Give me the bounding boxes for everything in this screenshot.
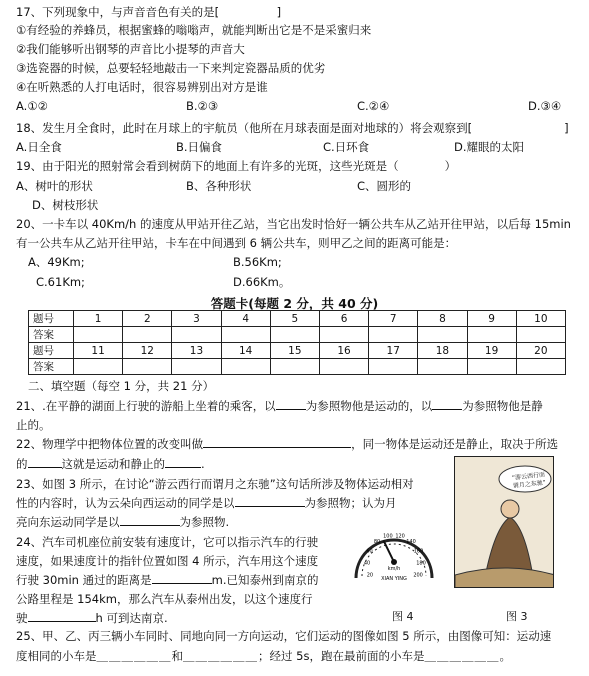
answer-card-num: 14 (221, 343, 270, 359)
q24-line-1: 24、汽车司机座位前安装有速度计，它可以指示汽车的行驶 (16, 535, 319, 549)
q25-blank-3[interactable]: ＿＿＿＿＿＿ (424, 649, 500, 663)
q23-line-1: 23、如图 3 所示，在讨论“游云西行而谓月之东驰”这句话所涉及物体运动相对 (16, 477, 414, 491)
q24-text-d: h 可到达南京. (95, 611, 168, 625)
answer-card-num: 1 (74, 311, 123, 327)
answer-card-row-numbers-2 (29, 343, 566, 359)
q25-line-1: 25、甲、乙、丙三辆小车同时、同地向同一方向运动，它们运动的图像如图 5 所示，由图像可知：运动速 (16, 629, 552, 643)
speedometer-tick-label: 80 (373, 539, 381, 545)
row-label-question: 题号 (29, 311, 74, 327)
q18-option-b: B.日偏食 (176, 140, 223, 154)
q19-stem: 19、由于阳光的照射常会看到树荫下的地面上有许多的光斑，这些光斑是（ ） (16, 159, 457, 173)
speedometer-tick-label: 200 (413, 572, 423, 579)
q22-blank-2[interactable] (28, 456, 62, 468)
answer-cell[interactable] (369, 359, 418, 375)
q17-option-a: A.①② (16, 99, 48, 113)
q17-statement-4: ④在听熟悉的人打电话时，很容易辨别出对方是谁 (16, 80, 268, 94)
answer-card-num: 11 (74, 343, 123, 359)
answer-card-num: 5 (270, 311, 319, 327)
answer-card-num: 20 (516, 343, 565, 359)
speedometer-hub (391, 559, 397, 565)
q25-text-c: ；经过 5s，跑在最前面的小车是 (258, 649, 425, 663)
answer-card-row-numbers-1 (29, 311, 566, 327)
q21-text-b: 为参照物他是运动的，以 (305, 399, 433, 413)
answer-cell[interactable] (467, 359, 516, 375)
answer-cell[interactable] (74, 359, 123, 375)
answer-card-num: 2 (123, 311, 172, 327)
answer-cell[interactable] (516, 327, 565, 343)
q23-text-d: 为参照物. (179, 515, 230, 529)
answer-card-num: 12 (123, 343, 172, 359)
q25-blank-1[interactable]: ＿＿＿＿＿＿ (96, 649, 172, 663)
q25-blank-2[interactable]: ＿＿＿＿＿＿ (183, 649, 258, 663)
answer-card-num: 6 (319, 311, 368, 327)
q22-line-1 (16, 436, 558, 452)
q17-statement-1: ①有经验的养蜂员，根据蜜蜂的嗡嗡声，就能判断出它是不是采蜜归来 (16, 23, 372, 37)
answer-cell[interactable] (319, 359, 368, 375)
q21-blank-1[interactable] (276, 398, 306, 410)
row-label-answer: 答案 (29, 327, 74, 343)
figure-3-caption: 图 3 (506, 610, 528, 623)
figure-4-caption: 图 4 (392, 610, 414, 623)
speedometer-tick-label: 60 (366, 548, 373, 555)
answer-card-num: 4 (221, 311, 270, 327)
speedometer-needle (384, 540, 395, 562)
q24-line-3 (16, 572, 319, 588)
answer-card-num: 3 (172, 311, 221, 327)
answer-card-num: 8 (418, 311, 467, 327)
q22-text-b: ，同一物体是运动还是静止，取决于所选 (351, 437, 559, 451)
q21-text-c: 为参照物他是静 (462, 399, 543, 413)
speedometer-tick-label: 20 (366, 572, 374, 579)
figure-3-illustration (454, 456, 554, 588)
answer-cell[interactable] (270, 327, 319, 343)
q24-line-5 (16, 610, 168, 626)
q24-blank-2[interactable] (28, 610, 96, 622)
q22-text-a: 22、物理学中把物体位置的改变叫做 (16, 437, 204, 451)
speedometer-tick-label: 140 (406, 539, 416, 545)
q24-line-4: 公路里程是 154km，那么汽车从泰州出发，以这个速度行 (16, 592, 313, 606)
q21-line-1 (16, 398, 543, 414)
q19-option-c: C、圆形的 (357, 179, 412, 193)
answer-card-num: 10 (516, 311, 565, 327)
q24-blank-1[interactable] (152, 572, 212, 584)
speedometer-brand: XIAN YING (381, 576, 407, 582)
speedometer-tick-label: 100 (383, 533, 393, 540)
answer-card-row-answers-1 (29, 327, 566, 343)
speedometer-tick-label: 180 (416, 560, 426, 567)
q17-option-d: D.③④ (528, 99, 562, 113)
q18-option-c: C.日环食 (323, 140, 370, 154)
q23-line-3 (16, 514, 229, 530)
q20-option-d: D.66Km。 (233, 275, 291, 289)
q22-text-d: 这就是运动和静止的 (61, 457, 165, 471)
answer-card-row-answers-2 (29, 359, 566, 375)
row-label-question: 题号 (29, 343, 74, 359)
q20-stem-line-1: 20、一卡车以 40Km/h 的速度从甲站开往乙站，当它出发时恰好一辆公共车从乙站开往甲站，以后每 15min (16, 217, 571, 231)
answer-cell[interactable] (123, 359, 172, 375)
section-2-heading: 二、填空题（每空 1 分，共 21 分） (28, 379, 215, 393)
q17-stem: 17、下列现象中，与声音音色有关的是[ ] (16, 5, 282, 19)
ground (455, 568, 554, 588)
answer-card-num: 18 (418, 343, 467, 359)
q21-blank-2[interactable] (432, 398, 462, 410)
q19-option-b: B、各种形状 (186, 179, 252, 193)
answer-card-num: 7 (369, 311, 418, 327)
q19-option-a: A、树叶的形状 (16, 179, 93, 193)
q23-blank-2[interactable] (120, 514, 180, 526)
q25-text-d: 。 (499, 649, 511, 663)
speedometer-tick-label: 120 (395, 533, 405, 540)
answer-card-num: 17 (369, 343, 418, 359)
q23-text-a: 性的内容时，认为云朵向西运动的同学是以 (16, 496, 235, 510)
q21-line-2: 止的。 (16, 418, 51, 432)
figure-head (501, 500, 519, 518)
q22-text-c: 的 (16, 457, 28, 471)
answer-card-num: 13 (172, 343, 221, 359)
speedometer-tick-label: 160 (413, 548, 424, 555)
q17-option-c: C.②④ (357, 99, 390, 113)
q17-statement-2: ②我们能够听出钢琴的声音比小提琴的声音大 (16, 42, 245, 56)
q20-option-c: C.61Km; (36, 275, 85, 289)
q23-blank-1[interactable] (235, 495, 305, 507)
answer-cell[interactable] (319, 327, 368, 343)
q17-option-b: B.②③ (186, 99, 219, 113)
answer-card-table (28, 310, 566, 375)
q18-stem: 18、发生月全食时，此时在月球上的宇航员（他所在月球表面是面对地球的）将会观察到[ ] (16, 121, 569, 135)
q24-text-b: m.已知泰州到南京的 (211, 573, 319, 587)
q19-option-d: D、树枝形状 (32, 198, 99, 212)
q22-blank-1[interactable] (203, 436, 351, 448)
answer-cell[interactable] (369, 327, 418, 343)
q20-stem-line-2: 有一公共车从乙站开往甲站，卡车在中间遇到 6 辆公共车，则甲乙之间的距离可能是： (16, 236, 457, 250)
speedometer-tick-label: 40 (363, 560, 371, 567)
q23-text-b: 为参照物；认为月 (304, 496, 397, 510)
q22-line-2 (16, 456, 205, 472)
answer-cell[interactable] (74, 327, 123, 343)
answer-cell[interactable] (418, 359, 467, 375)
answer-cell[interactable] (467, 327, 516, 343)
q18-option-d: D.耀眼的太阳 (454, 140, 525, 154)
answer-card-num: 16 (319, 343, 368, 359)
q20-option-a: A、49Km; (28, 255, 85, 269)
answer-cell[interactable] (172, 359, 221, 375)
answer-card-num: 15 (270, 343, 319, 359)
q24-text-a: 行驶 30min 通过的距离是 (16, 573, 152, 587)
q21-text-a: 21、.在平静的湖面上行驶的游船上坐着的乘客，以 (16, 399, 276, 413)
q24-text-c: 驶 (16, 611, 28, 625)
q22-text-e: . (201, 457, 205, 471)
answer-card-num: 9 (467, 311, 516, 327)
q17-statement-3: ③选瓷器的时候，总要轻轻地敲击一下来判定瓷器品质的优劣 (16, 61, 326, 75)
q20-option-b: B.56Km; (233, 255, 282, 269)
q25-text-a: 度相同的小车是 (16, 649, 97, 663)
answer-card-title: 答题卡(每题 2 分，共 40 分) (210, 296, 379, 311)
answer-cell[interactable] (123, 327, 172, 343)
answer-cell[interactable] (221, 359, 270, 375)
q24-line-2: 速度，如果速度计的指针位置如图 4 所示，汽车用这个速度 (16, 554, 319, 568)
row-label-answer: 答案 (29, 359, 74, 375)
q25-line-2 (16, 648, 511, 664)
q23-text-c: 亮向东运动同学是以 (16, 515, 120, 529)
speedometer-figure (348, 520, 440, 590)
q25-text-b: 和 (171, 649, 183, 663)
q23-line-2 (16, 495, 397, 511)
answer-cell[interactable] (418, 327, 467, 343)
figure-3-quote: “游云西行而谓月之东驰” (511, 471, 547, 490)
q22-blank-3[interactable] (165, 456, 201, 468)
answer-cell[interactable] (221, 327, 270, 343)
answer-card-num: 19 (467, 343, 516, 359)
q18-option-a: A.日全食 (16, 140, 62, 154)
answer-cell[interactable] (270, 359, 319, 375)
speedometer-unit: km/h (387, 566, 401, 572)
answer-cell[interactable] (172, 327, 221, 343)
answer-cell[interactable] (516, 359, 565, 375)
